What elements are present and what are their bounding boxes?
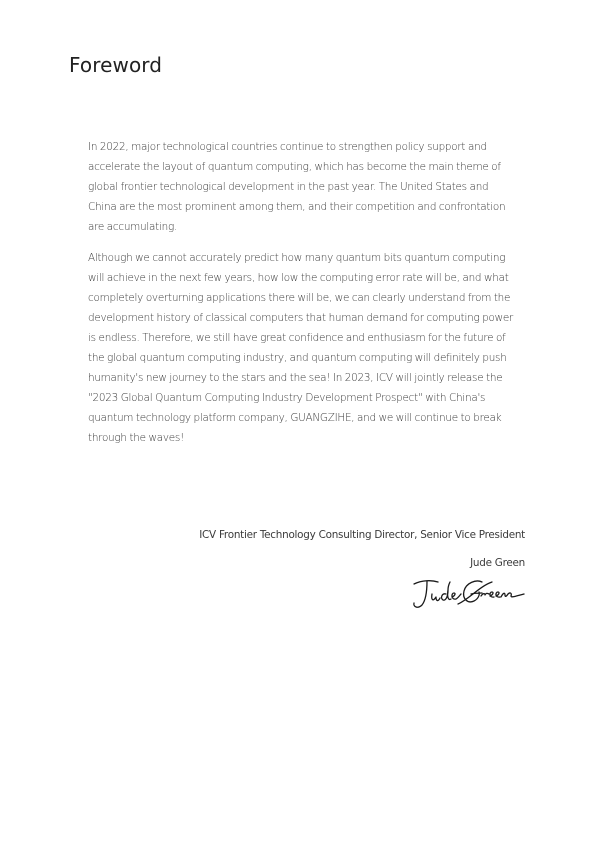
signatory-name: Jude Green [470,557,525,569]
signature-block [199,525,525,573]
paragraph-1: In 2022, major technological countries continue to strengthen policy support and accelerate the layout of quantum computing, which has become the main theme of global frontier technological development in the past year. The United States and China are the most prominent among them, and their competition and confrontation are accumulating. [88,141,506,233]
foreword-body [88,137,516,459]
paragraph-2: Although we cannot accurately predict how many quantum bits quantum computing will achieve in the next few years, how low the computing error rate will be, and what completely overturning applications there will be, we can clearly understand from the development history of classical computers that human demand for computing power is endless. Therefore, we still have great confidence and enthusiasm for the future of the global quantum computing industry, and quantum computing will definitely push humanity's new journey to the stars and the sea! In 2023, ICV will jointly release the "2023 Global Quantum Computing Industry Development Prospect" with China's quantum technology platform company, GUANGZIHE, and we will continue to break through the waves! [88,252,514,444]
page-title: Foreword [69,53,163,77]
signatory-title: ICV Frontier Technology Consulting Director, Senior Vice President [199,529,525,541]
handwritten-signature [408,574,530,614]
